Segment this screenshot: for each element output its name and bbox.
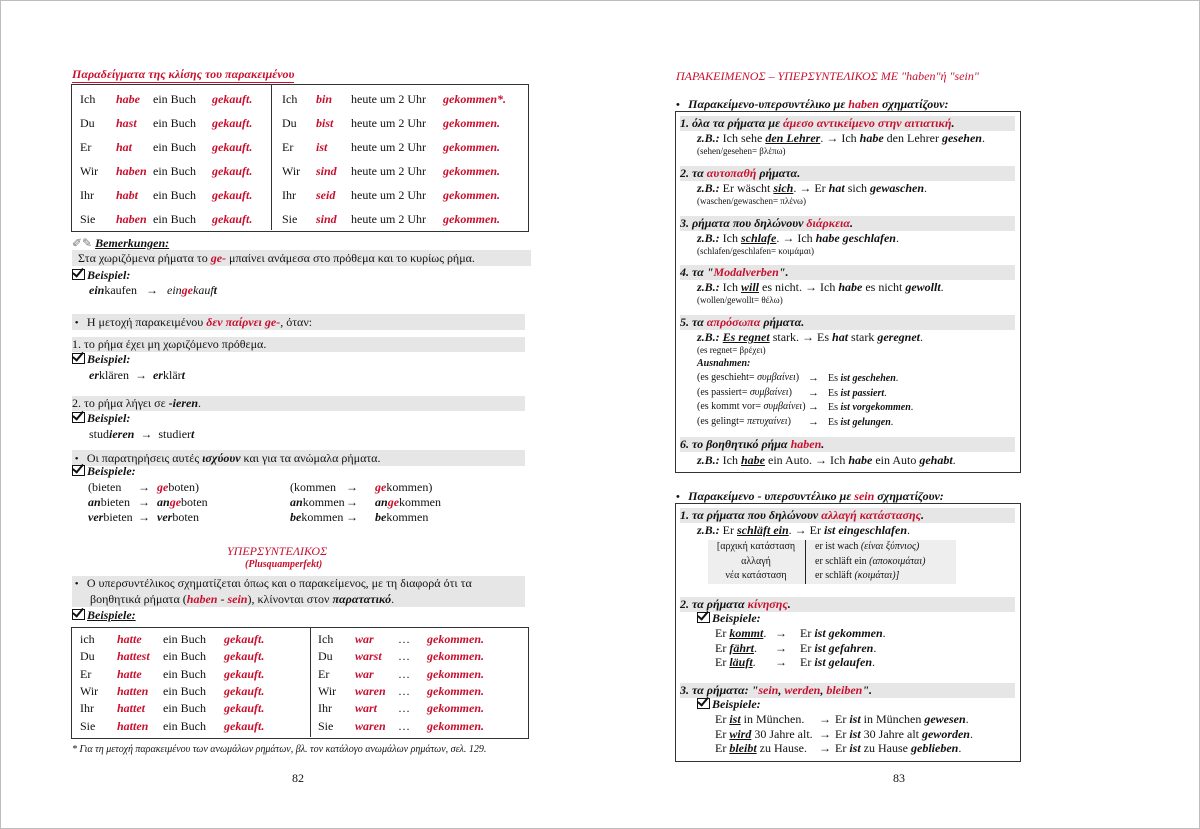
conj-object: heute um 2 Uhr bbox=[351, 188, 426, 202]
ex-geboten: geboten) bbox=[157, 480, 199, 494]
conj-participle: gekommen. bbox=[443, 116, 500, 130]
ex-bieten: (bieten bbox=[88, 480, 122, 494]
conj-object: heute um 2 Uhr bbox=[351, 92, 426, 106]
ex-kommen: (kommen bbox=[290, 480, 336, 494]
motion-present: Er fährt. bbox=[715, 641, 758, 655]
arrow: → bbox=[819, 727, 831, 741]
haben-item-6-example: z.B.: Ich habe ein Auto. → Ich habe ein Auto gehabt. bbox=[697, 453, 956, 467]
beispiel-heading-3: Beispiel: bbox=[72, 411, 130, 426]
checkmark-icon bbox=[72, 465, 85, 476]
state-example: er schläft ein (αποκοιμάται) bbox=[815, 556, 926, 567]
haben-item-3-example: z.B.: Ich schlafe. → Ich habe geschlafen. bbox=[697, 231, 899, 245]
haben-item-4-example: z.B.: Ich will es nicht. → Ich habe es nicht gewollt. bbox=[697, 280, 944, 294]
conj-object: heute um 2 Uhr bbox=[351, 212, 426, 226]
pq-pronoun: ich bbox=[80, 632, 95, 646]
pq-pronoun: Du bbox=[318, 649, 333, 663]
checkmark-icon bbox=[697, 698, 710, 709]
rule-2: 2. το ρήμα λήγει σε -ieren. bbox=[72, 396, 525, 411]
conj-aux: habt bbox=[116, 188, 139, 202]
pq-participle: gekommen. bbox=[427, 649, 484, 663]
pq-aux: hatten bbox=[117, 684, 149, 698]
haben-item-2: 2. τα αυτοπαθή ρήματα. bbox=[680, 166, 1015, 181]
haben-item-4: 4. τα "Modalverben". bbox=[680, 265, 1015, 280]
pq-pronoun: Er bbox=[318, 667, 330, 681]
conj-aux: sind bbox=[316, 212, 337, 226]
state-label: νέα κατάσταση bbox=[725, 570, 787, 581]
arrow: → bbox=[775, 626, 787, 640]
state-label: αλλαγή bbox=[741, 556, 771, 567]
ausnahme-result: Es ist geschehen. bbox=[828, 373, 899, 384]
beispiel-heading-1: Beispiel: bbox=[72, 268, 130, 283]
plusq-subtitle: (Plusquamperfekt) bbox=[245, 559, 323, 570]
pq-aux: waren bbox=[355, 684, 386, 698]
checkmark-icon bbox=[72, 353, 85, 364]
beispiele-heading-1: Beispiele: bbox=[72, 464, 136, 479]
haben-heading: • Παρακείμενο-υπερσυντέλικο με haben σχηματίζουν: bbox=[676, 97, 949, 111]
arrow: → bbox=[775, 655, 787, 669]
conj-aux: haben bbox=[116, 212, 147, 226]
conj-aux: bist bbox=[316, 116, 334, 130]
conj-pronoun: Er bbox=[282, 140, 294, 154]
ex-gekommen: gekommen) bbox=[375, 480, 433, 494]
sein-heading: • Παρακείμενο - υπερσυντέλικο με sein σχηματίζουν: bbox=[676, 489, 944, 503]
arrow: → bbox=[808, 372, 819, 384]
perfekt-table-divider bbox=[271, 84, 272, 230]
haben-item-4-note: (wollen/gewollt= θέλω) bbox=[697, 295, 783, 305]
sein-beispiele-heading-1: Beispiele: bbox=[697, 611, 761, 626]
motion-present: Er kommt. bbox=[715, 626, 767, 640]
conj-aux: sind bbox=[316, 164, 337, 178]
haben-item-3-note: (schlafen/geschlafen= κοιμάμαι) bbox=[697, 246, 815, 256]
conj-participle: gekauft. bbox=[212, 92, 253, 106]
arrow: → bbox=[808, 401, 819, 413]
conj-pronoun: Ihr bbox=[282, 188, 296, 202]
pq-aux: hatten bbox=[117, 719, 149, 733]
conj-object: ein Buch bbox=[153, 92, 196, 106]
arrow: → bbox=[819, 712, 831, 726]
pencil-icon: ✐✎ bbox=[72, 236, 93, 250]
ex-arrow: → bbox=[346, 510, 358, 524]
footnote: * Για τη μετοχή παρακειμένου των ανωμάλων ρημάτων, βλ. τον κατάλογο ανωμάλων ρημάτων, σελ. 129. bbox=[72, 744, 487, 755]
pq-participle: gekommen. bbox=[427, 684, 484, 698]
conj-object: heute um 2 Uhr bbox=[351, 116, 426, 130]
beispiel-heading-2: Beispiel: bbox=[72, 352, 130, 367]
plusq-title: ΥΠΕΡΣΥΝΤΕΛΙΚΟΣ bbox=[227, 544, 328, 558]
pq-ellipsis: … bbox=[398, 684, 410, 698]
haben-item-2-note: (waschen/gewaschen= πλένω) bbox=[697, 196, 806, 206]
rule-1: 1. το ρήμα έχει μη χωριζόμενο πρόθεμα. bbox=[72, 337, 525, 352]
plusq-explanation: • Ο υπερσυντέλικος σχηματίζεται όπως και ο παρακείμενος, με τη διαφορά ότι τα βοηθητικά ρήματα (haben - sein), κλίνονται στον παρατατικό. bbox=[72, 576, 525, 607]
haben-item-2-example: z.B.: Er wäscht sich. → Er hat sich gewaschen. bbox=[697, 181, 928, 195]
pq-participle: gekommen. bbox=[427, 632, 484, 646]
pq-participle: gekommen. bbox=[427, 719, 484, 733]
pq-aux: hattest bbox=[117, 649, 150, 663]
example-erklaeren: erklären → erklärt bbox=[89, 368, 185, 382]
pq-object: ein Buch bbox=[163, 649, 206, 663]
conj-pronoun: Sie bbox=[80, 212, 96, 226]
sein-item-1: 1. τα ρήματα που δηλώνουν αλλαγή κατάστασης. bbox=[680, 508, 1015, 523]
ex-arrow: → bbox=[138, 510, 150, 524]
state-label: [αρχική κατάσταση bbox=[716, 541, 796, 552]
ex-angekommen: angekommen bbox=[375, 495, 442, 509]
conj-pronoun: Wir bbox=[80, 164, 99, 178]
haben-item-5: 5. τα απρόσωπα ρήματα. bbox=[680, 315, 1015, 330]
pq-participle: gekauft. bbox=[224, 667, 265, 681]
conj-participle: gekommen*. bbox=[443, 92, 506, 106]
state-example: er ist wach (είναι ξύπνιος) bbox=[815, 541, 920, 552]
pq-ellipsis: … bbox=[398, 719, 410, 733]
pq-aux: wart bbox=[355, 701, 378, 715]
arrow: → bbox=[808, 387, 819, 399]
no-ge-rule: • Η μετοχή παρακειμένου δεν παίρνει ge-, όταν: bbox=[72, 314, 525, 330]
ex-arrow: → bbox=[346, 495, 358, 509]
haben-item-5-example: z.B.: Es regnet stark. → Es hat stark geregnet. bbox=[697, 330, 924, 344]
haben-item-1-example: z.B.: Ich sehe den Lehrer. → Ich habe den Lehrer gesehen. bbox=[697, 131, 985, 145]
pq-participle: gekommen. bbox=[427, 701, 484, 715]
pq-aux: hatte bbox=[117, 667, 142, 681]
checkmark-icon bbox=[72, 269, 85, 280]
pq-participle: gekauft. bbox=[224, 684, 265, 698]
sein-item-2: 2. τα ρήματα κίνησης. bbox=[680, 597, 1015, 612]
conj-object: heute um 2 Uhr bbox=[351, 164, 426, 178]
ausnahme-verb: (es kommt vor= συμβαίνει) bbox=[697, 401, 806, 412]
pq-pronoun: Wir bbox=[80, 684, 99, 698]
ex-ankommen: ankommen bbox=[290, 495, 345, 509]
svb-present: Er wird 30 Jahre alt. bbox=[715, 727, 813, 741]
pq-object: ein Buch bbox=[163, 684, 206, 698]
haben-item-1-note: (sehen/gesehen= βλέπω) bbox=[697, 146, 786, 156]
conj-participle: gekauft. bbox=[212, 212, 253, 226]
ex-angeboten: angeboten bbox=[157, 495, 208, 509]
pq-pronoun: Ihr bbox=[80, 701, 94, 715]
motion-perfect: Er ist gekommen. bbox=[800, 626, 886, 640]
pq-aux: warst bbox=[355, 649, 382, 663]
conj-participle: gekommen. bbox=[443, 188, 500, 202]
example-einkaufen: einkaufen → eingekauft bbox=[89, 283, 218, 297]
page-number-82: 82 bbox=[292, 771, 304, 785]
pq-pronoun: Sie bbox=[80, 719, 96, 733]
conj-pronoun: Ich bbox=[80, 92, 96, 106]
pq-participle: gekauft. bbox=[224, 632, 265, 646]
conj-object: heute um 2 Uhr bbox=[351, 140, 426, 154]
bemerkungen-label: Bemerkungen: bbox=[95, 236, 170, 250]
conj-participle: gekauft. bbox=[212, 188, 253, 202]
pq-aux: hattet bbox=[117, 701, 146, 715]
pq-pronoun: Sie bbox=[318, 719, 334, 733]
conj-aux: hast bbox=[116, 116, 137, 130]
motion-perfect: Er ist gelaufen. bbox=[800, 655, 876, 669]
ausnahme-result: Es ist passiert. bbox=[828, 388, 887, 399]
svb-perfect: Er ist 30 Jahre alt geworden. bbox=[835, 727, 973, 741]
checkmark-icon bbox=[72, 412, 85, 423]
pq-pronoun: Ihr bbox=[318, 701, 332, 715]
pq-participle: gekauft. bbox=[224, 719, 265, 733]
page-number-83: 83 bbox=[893, 771, 905, 785]
pq-pronoun: Er bbox=[80, 667, 92, 681]
conj-pronoun: Du bbox=[282, 116, 297, 130]
pq-aux: war bbox=[355, 632, 374, 646]
ex-verboten: verboten bbox=[157, 510, 199, 524]
conj-participle: gekommen. bbox=[443, 140, 500, 154]
pq-ellipsis: … bbox=[398, 667, 410, 681]
bemerkungen-heading bbox=[72, 236, 169, 251]
pq-aux: waren bbox=[355, 719, 386, 733]
ausnahme-verb: (es passiert= συμβαίνει) bbox=[697, 387, 792, 398]
pq-pronoun: Du bbox=[80, 649, 95, 663]
pq-pronoun: Ich bbox=[318, 632, 334, 646]
plusq-table-divider bbox=[310, 627, 311, 737]
ex-anbieten: anbieten bbox=[88, 495, 131, 509]
pq-aux: war bbox=[355, 667, 374, 681]
pq-object: ein Buch bbox=[163, 667, 206, 681]
ausnahmen-label: Ausnahmen: bbox=[697, 358, 751, 369]
state-change-divider bbox=[805, 540, 806, 584]
svb-perfect: Er ist in München gewesen. bbox=[835, 712, 969, 726]
conj-pronoun: Wir bbox=[282, 164, 301, 178]
motion-perfect: Er ist gefahren. bbox=[800, 641, 877, 655]
ex-arrow: → bbox=[138, 495, 150, 509]
motion-present: Er läuft. bbox=[715, 655, 756, 669]
ausnahme-result: Es ist vorgekommen. bbox=[828, 402, 914, 413]
pq-aux: hatte bbox=[117, 632, 142, 646]
arrow: → bbox=[775, 641, 787, 655]
ex-verbieten: verbieten bbox=[88, 510, 133, 524]
conj-aux: habe bbox=[116, 92, 140, 106]
ausnahme-verb: (es geschieht= συμβαίνει) bbox=[697, 372, 800, 383]
observation: • Οι παρατηρήσεις αυτές ισχύουν και για τα ανώμαλα ρήματα. bbox=[72, 450, 525, 466]
conj-participle: gekauft. bbox=[212, 140, 253, 154]
sein-item-1-example: z.B.: Er schläft ein. → Er ist eingeschlafen. bbox=[697, 523, 911, 537]
haben-item-3: 3. ρήματα που δηλώνουν διάρκεια. bbox=[680, 216, 1015, 231]
ausnahme-result: Es ist gelungen. bbox=[828, 417, 894, 428]
beispiele-heading-2: Beispiele: bbox=[72, 608, 136, 623]
ex-bekommen-result: bekommen bbox=[375, 510, 429, 524]
svb-perfect: Er ist zu Hause geblieben. bbox=[835, 741, 962, 755]
conj-aux: bin bbox=[316, 92, 333, 106]
conj-object: ein Buch bbox=[153, 164, 196, 178]
ausnahme-verb: (es gelingt= πετυχαίνει) bbox=[697, 416, 791, 427]
conj-participle: gekauft. bbox=[212, 116, 253, 130]
pq-object: ein Buch bbox=[163, 719, 206, 733]
sein-beispiele-heading-2: Beispiele: bbox=[697, 697, 761, 712]
conj-participle: gekommen. bbox=[443, 212, 500, 226]
example-studieren: studieren → studiert bbox=[89, 427, 195, 441]
conj-pronoun: Ihr bbox=[80, 188, 94, 202]
conj-aux: ist bbox=[316, 140, 328, 154]
conj-pronoun: Du bbox=[80, 116, 95, 130]
pq-participle: gekommen. bbox=[427, 667, 484, 681]
conj-object: ein Buch bbox=[153, 188, 196, 202]
conj-aux: haben bbox=[116, 164, 147, 178]
bemerkung-text: Στα χωριζόμενα ρήματα το ge- μπαίνει ανάμεσα στο πρόθεμα και το κυρίως ρήμα. bbox=[72, 250, 531, 266]
ex-bekommen: bekommen bbox=[290, 510, 344, 524]
haben-item-5-note: (es regnet= βρέχει) bbox=[697, 345, 766, 355]
pq-participle: gekauft. bbox=[224, 701, 265, 715]
right-title: ΠΑΡΑΚΕΙΜΕΝΟΣ – ΥΠΕΡΣΥΝΤΕΛΙΚΟΣ ΜΕ "haben"ή "sein" bbox=[676, 69, 979, 83]
pq-pronoun: Wir bbox=[318, 684, 337, 698]
svb-present: Er ist in München. bbox=[715, 712, 805, 726]
svb-present: Er bleibt zu Hause. bbox=[715, 741, 807, 755]
conj-pronoun: Er bbox=[80, 140, 92, 154]
conj-object: ein Buch bbox=[153, 212, 196, 226]
arrow: → bbox=[819, 741, 831, 755]
sein-item-3: 3. τα ρήματα: "sein, werden, bleiben". bbox=[680, 683, 1015, 698]
conj-aux: hat bbox=[116, 140, 133, 154]
conj-participle: gekauft. bbox=[212, 164, 253, 178]
pq-ellipsis: … bbox=[398, 632, 410, 646]
checkmark-icon bbox=[697, 612, 710, 623]
haben-item-1: 1. όλα τα ρήματα με άμεσο αντικείμενο στην αιτιατική. bbox=[680, 116, 1015, 131]
pq-ellipsis: … bbox=[398, 649, 410, 663]
left-title: Παραδείγματα της κλίσης του παρακειμένου bbox=[72, 67, 295, 81]
arrow: → bbox=[808, 416, 819, 428]
pq-ellipsis: … bbox=[398, 701, 410, 715]
conj-object: ein Buch bbox=[153, 116, 196, 130]
conj-participle: gekommen. bbox=[443, 164, 500, 178]
state-example: er schläft (κοιμάται)] bbox=[815, 570, 900, 581]
checkmark-icon bbox=[72, 609, 85, 620]
pq-participle: gekauft. bbox=[224, 649, 265, 663]
pq-object: ein Buch bbox=[163, 701, 206, 715]
ex-arrow: → bbox=[138, 480, 150, 494]
haben-item-6: 6. το βοηθητικό ρήμα haben. bbox=[680, 437, 1015, 452]
pq-object: ein Buch bbox=[163, 632, 206, 646]
conj-pronoun: Sie bbox=[282, 212, 298, 226]
conj-object: ein Buch bbox=[153, 140, 196, 154]
conj-pronoun: Ich bbox=[282, 92, 298, 106]
ex-arrow: → bbox=[346, 480, 358, 494]
conj-aux: seid bbox=[316, 188, 336, 202]
